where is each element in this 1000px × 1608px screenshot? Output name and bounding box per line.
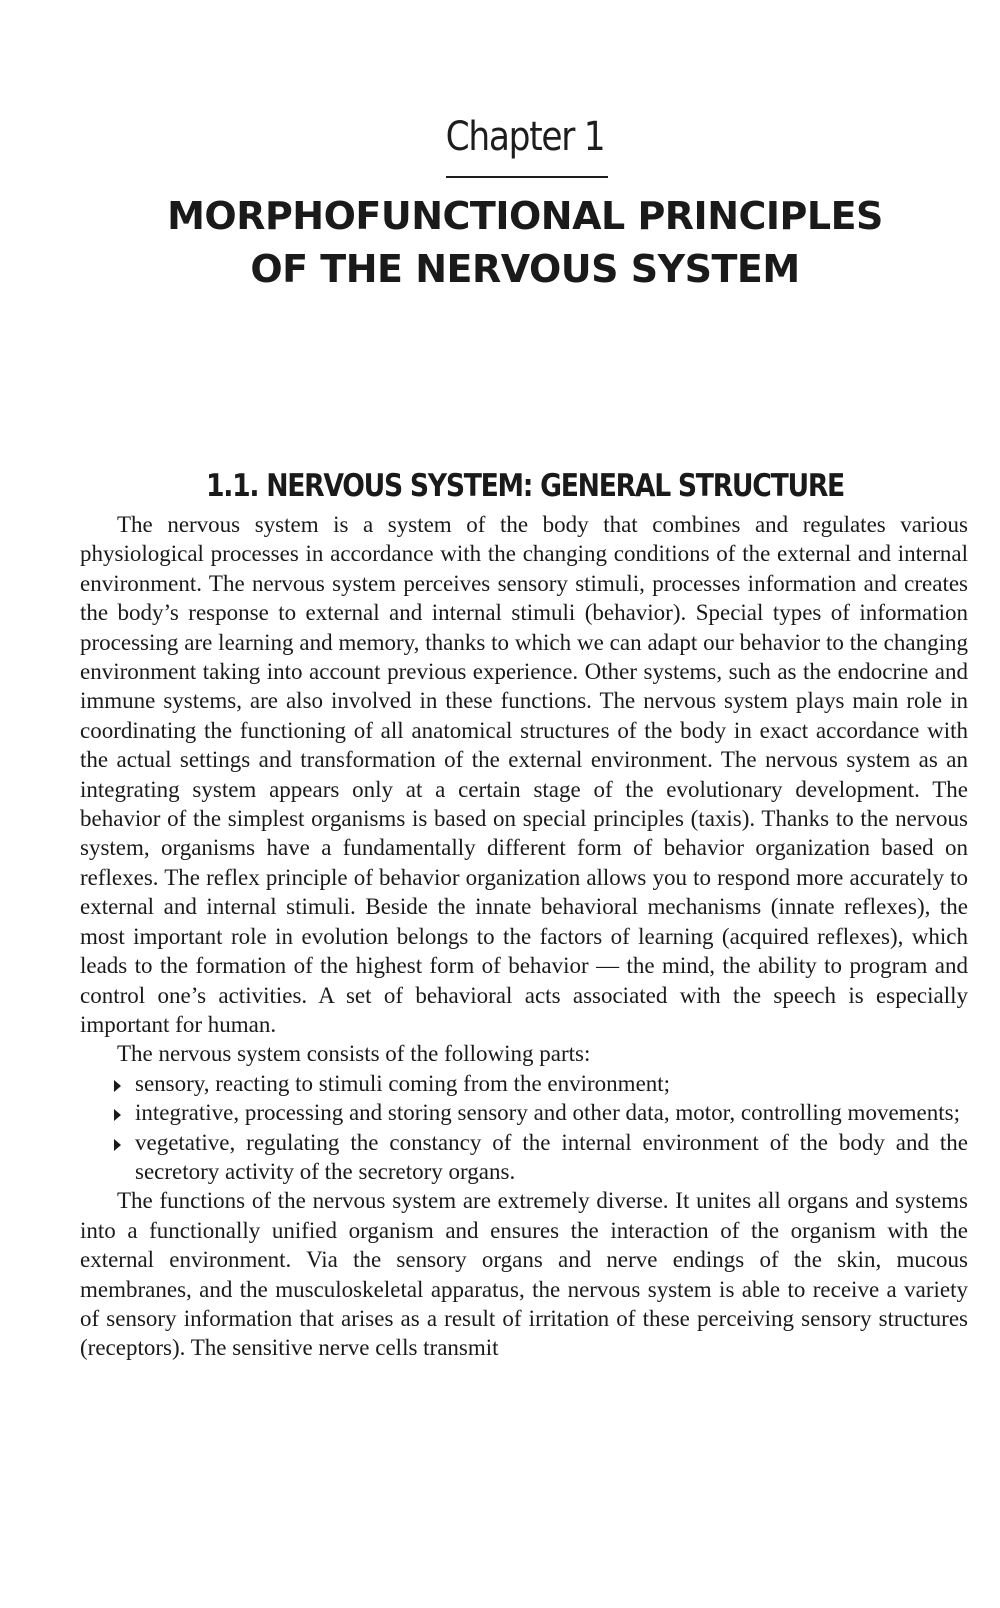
list-item-text: vegetative, regulating the constancy of the internal environment of the body and the secretory activity of the secretory organs. — [135, 1129, 968, 1184]
list-item-text: sensory, reacting to stimuli coming from the environment; — [135, 1070, 671, 1096]
list-item-text: integrative, processing and storing sensory and other data, motor, controlling movements; — [135, 1100, 960, 1126]
section-heading: 1.1. NERVOUS SYSTEM: GENERAL STRUCTURE — [206, 468, 844, 504]
paragraph-functions: The functions of the nervous system are extremely diverse. It unites all organs and systems into a functionally unified organism and ensures the interaction of the organism with the external environment. Via the sensory organs and nerve endings of the skin, mucous membranes, and the musculoskeletal apparatus, the nervous system is able to receive a variety of sensory information that arises as a result of irritation of these perceiving sensory structures (receptors). The sensitive nerve cells transmit — [80, 1188, 968, 1361]
triangle-right-bullet-icon — [114, 1109, 121, 1121]
triangle-right-bullet-icon — [114, 1080, 121, 1092]
chapter-underline — [446, 176, 608, 178]
list-item — [80, 1128, 968, 1187]
body-text — [80, 510, 968, 1363]
chapter-title-line-2: OF THE NERVOUS SYSTEM — [250, 247, 800, 291]
list-item — [80, 1098, 968, 1127]
chapter-title-line-1: MORPHOFUNCTIONAL PRINCIPLES — [167, 194, 883, 238]
chapter-label: Chapter 1 — [445, 114, 605, 160]
parts-list — [80, 1069, 968, 1187]
paragraph-parts-intro: The nervous system consists of the following parts: — [117, 1041, 591, 1067]
chapter-title — [0, 190, 1000, 296]
paragraph-intro: The nervous system is a system of the body that combines and regulates various physiological processes in accordance with the changing conditions of the external and internal environment. The nervous system perceives sensory stimuli, processes information and creates the body’s response to external and internal stimuli (behavior). Special types of information processing are learning and memory, thanks to which we can adapt our behavior to the changing environment taking into account previous experience. Other systems, such as the endocrine and immune systems, are also involved in these functions. The nervous system plays main role in coordinating the functioning of all anatomical structures of the body in exact accordance with the actual settings and transformation of the external environment. The nervous system as an integrating system appears only at a certain stage of the evolutionary development. The behavior of the simplest organisms is based on special principles (taxis). Thanks to the nervous system, organisms have a fundamentally different form of behavior organization based on reflexes. The reflex principle of behavior organization allows you to respond more accurately to external and internal stimuli. Beside the innate behavioral mechanisms (innate reflexes), the most important role in evolution belongs to the factors of learning (acquired reflexes), which leads to the formation of the highest form of behavior — the mind, the ability to program and control one’s activities. A set of behavioral acts associated with the speech is especially important for human. — [80, 512, 968, 1037]
list-item — [80, 1069, 968, 1098]
triangle-right-bullet-icon — [114, 1139, 121, 1151]
